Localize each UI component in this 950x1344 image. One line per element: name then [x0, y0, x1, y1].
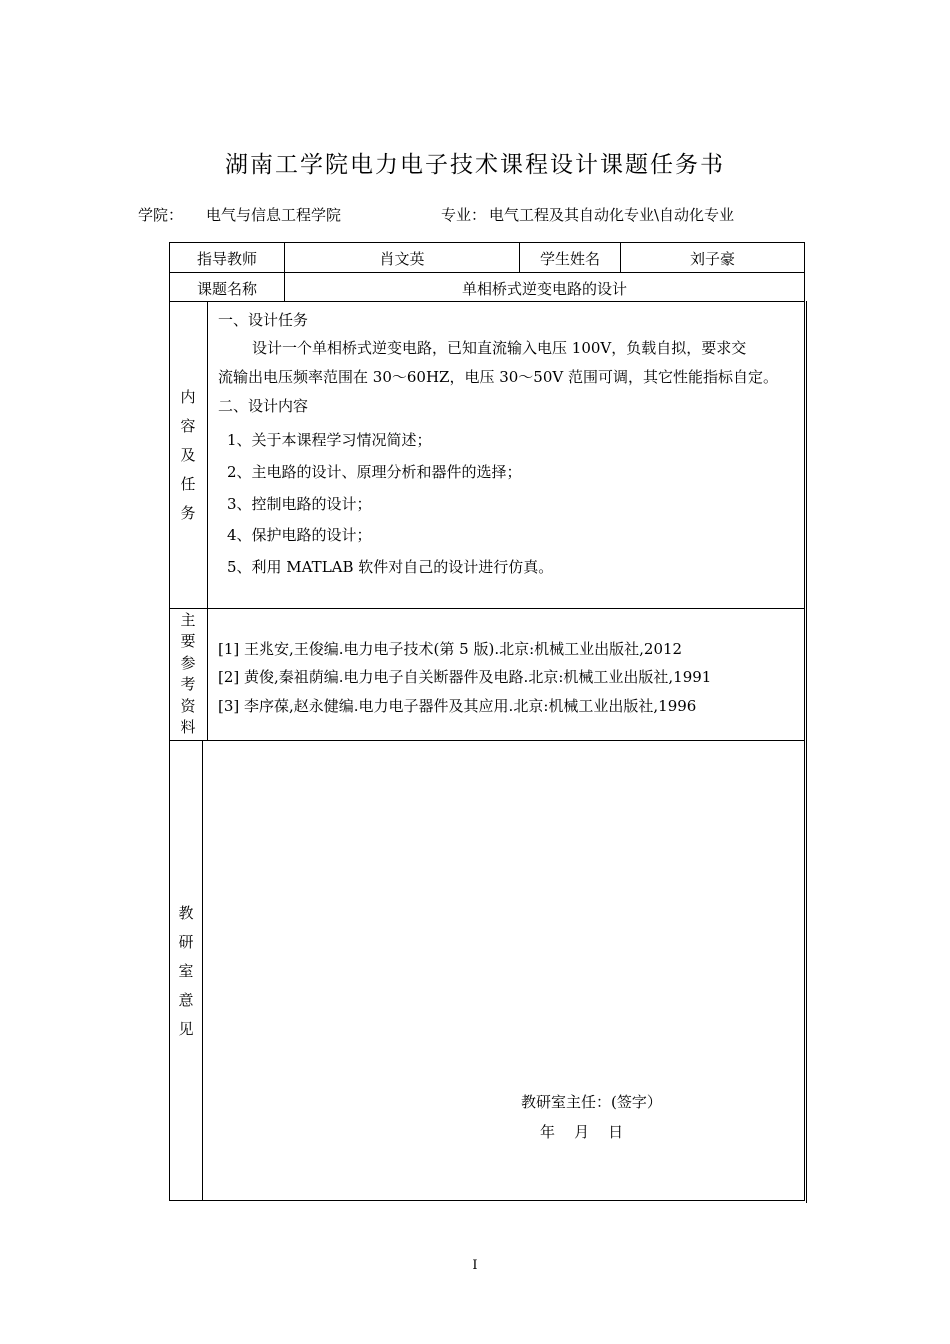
content-label-char: 内	[180, 388, 196, 406]
refs-label-char: 主	[180, 611, 196, 629]
refs-label-char: 参	[180, 654, 196, 672]
content-line: 二、设计内容	[218, 397, 309, 415]
student-value: 刘子豪	[689, 250, 735, 268]
content-line: 1、关于本课程学习情况简述；	[227, 431, 432, 449]
opinion-label-char: 室	[178, 962, 194, 980]
page-title: 湖南工学院电力电子技术课程设计课题任务书	[225, 152, 725, 178]
major-value: 电气工程及其自动化专业\自动化专业	[489, 206, 735, 224]
advisor-value: 肖文英	[379, 250, 425, 268]
page-number: I	[472, 1258, 478, 1273]
major-label: 专业：	[441, 206, 487, 224]
college-label: 学院：	[138, 206, 184, 224]
opinion-label-char: 教	[178, 904, 194, 922]
content-label-char: 及	[180, 446, 196, 464]
content-line: 3、控制电路的设计；	[227, 495, 372, 513]
content-label-char: 容	[180, 417, 196, 435]
refs-label-char: 资	[180, 697, 196, 715]
content-line: 流输出电压频率范围在 30～60HZ，电压 30～50V 范围可调，其它性能指标自定。	[218, 368, 778, 386]
ref-item: [3] 李序葆,赵永健编.电力电子器件及其应用.北京:机械工业出版社,1996	[218, 697, 697, 715]
college-value: 电气与信息工程学院	[206, 206, 342, 224]
topic-value: 单相桥式逆变电路的设计	[461, 280, 627, 298]
signature-line: 教研室主任：(签字）	[521, 1093, 662, 1111]
ref-item: [1] 王兆安,王俊编.电力电子技术(第 5 版).北京:机械工业出版社,2012	[218, 640, 683, 658]
content-label-char: 务	[180, 504, 196, 522]
content-line: 设计一个单相桥式逆变电路，已知直流输入电压 100V，负载自拟，要求交	[252, 339, 747, 357]
content-line: 一、设计任务	[218, 311, 309, 329]
opinion-label-char: 见	[178, 1020, 194, 1038]
content-line: 4、保护电路的设计；	[227, 526, 372, 544]
student-label: 学生姓名	[539, 250, 600, 268]
date-line: 年 月 日	[540, 1123, 624, 1141]
ref-item: [2] 黄俊,秦祖荫编.电力电子自关断器件及电路.北京:机械工业出版社,1991	[218, 668, 712, 686]
refs-label-char: 要	[180, 632, 196, 650]
opinion-label-char: 意	[178, 991, 194, 1009]
content-label-char: 任	[180, 475, 196, 493]
topic-label: 课题名称	[196, 280, 257, 298]
refs-label-char: 料	[180, 718, 196, 736]
refs-label-char: 考	[180, 675, 196, 693]
content-line: 2、主电路的设计、原理分析和器件的选择；	[227, 463, 522, 481]
advisor-label: 指导教师	[196, 250, 257, 268]
content-line: 5、利用 MATLAB 软件对自己的设计进行仿真。	[227, 558, 554, 576]
opinion-label-char: 研	[178, 933, 194, 951]
